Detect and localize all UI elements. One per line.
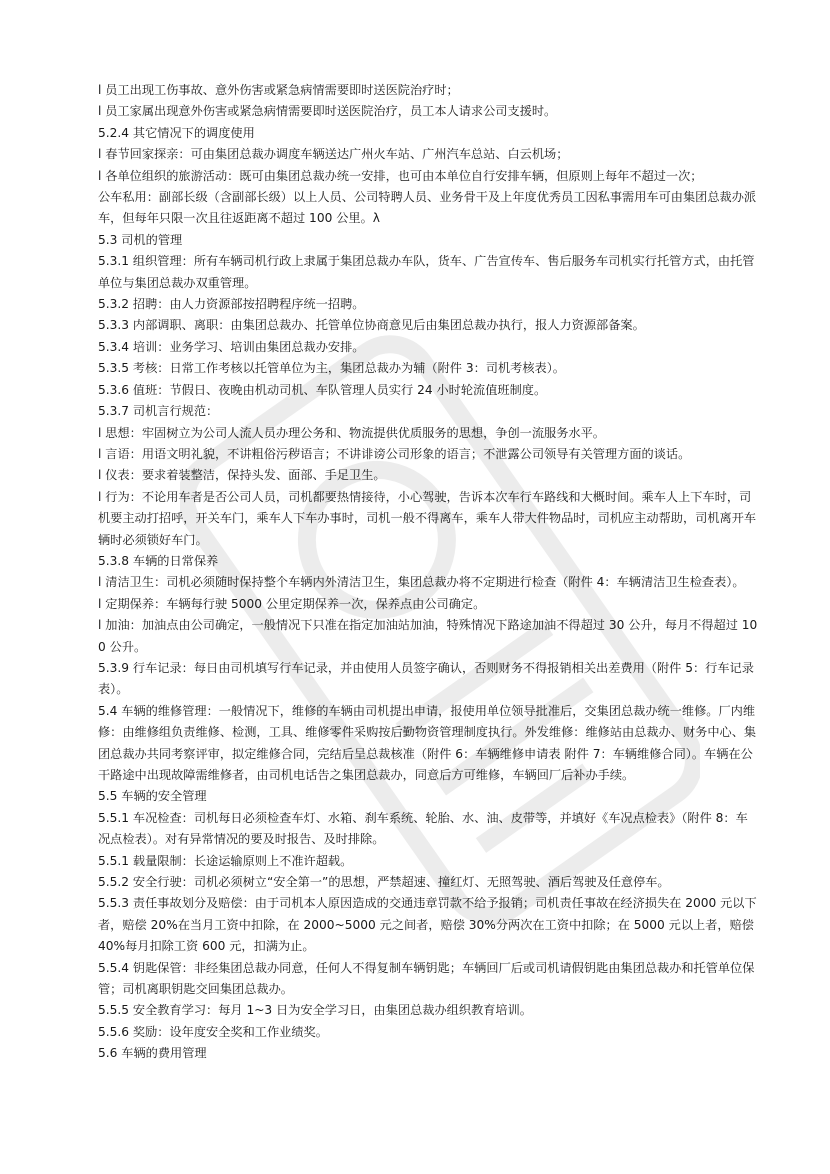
text-line: l 仪表：要求着装整洁，保持头发、面部、手足卫生。 [98, 468, 386, 483]
text-line: l 定期保养：车辆每行驶 5000 公里定期保养一次，保养点由公司确定。 [98, 596, 486, 611]
text-line: l 员工家属出现意外伤害或紧急病情需要即时送医院治疗，员工本人请求公司支援时。 [98, 104, 557, 119]
text-line: 5.3.1 组织管理：所有车辆司机行政上隶属于集团总裁办车队，货车、广告宣传车、售后服务车司机实行托管方式，由托管单位与集团总裁办双重管理。 [98, 254, 755, 290]
text-line: 5.3.2 招聘：由人力资源部按招聘程序统一招聘。 [98, 297, 365, 312]
text-line: l 加油：加油点由公司确定，一般情况下只准在指定加油站加油，特殊情况下路途加油不得超过 30 公升，每月不得超过 100 公升。 [98, 618, 758, 654]
text-line: 5.5.1 车况检查：司机每日必须检查车灯、水箱、刹车系统、轮胎、水、油、皮带等，并填好《车况点检表》（附件 8：车况点检表）。对有异常情况的要及时报告、及时排除。 [98, 810, 748, 847]
section-heading: 5.5 车辆的安全管理 [98, 789, 207, 804]
section-heading: 5.6 车辆的费用管理 [98, 1046, 207, 1061]
section-heading: 5.2.4 其它情况下的调度使用 [98, 125, 255, 140]
text-line: 5.4 车辆的维修管理：一般情况下，维修的车辆由司机提出申请，报使用单位领导批准后，交集团总裁办统一维修。厂内维修：由维修组负责维修、检测，工具、维修零件采购按后勤物资管理制度执行。外发维修：维修站由总裁办、财务中心、集团总裁办共同考察评审，拟定维修合同，完结后呈总裁核准（附件 6：车辆维修申请表 附件 7：车辆维修合同）。车辆在公干路途中出现故障需维修者，由司机电话告之集团总裁办，同意后方可维修，车辆回厂后补办手续。 [98, 703, 757, 782]
text-line: 5.3.3 内部调职、离职：由集团总裁办、托管单位协商意见后由集团总裁办执行，报人力资源部备案。 [98, 318, 645, 333]
text-line: 5.5.6 奖励：设年度安全奖和工作业绩奖。 [98, 1024, 328, 1039]
section-heading: 5.3.8 车辆的日常保养 [98, 553, 219, 568]
text-line: 5.3.9 行车记录：每日由司机填写行车记录，并由使用人员签字确认，否则财务不得报销相关出差费用（附件 5：行车记录表）。 [98, 660, 754, 697]
text-line: 5.3.6 值班：节假日、夜晚由机动司机、车队管理人员实行 24 小时轮流值班制度。 [98, 382, 547, 397]
text-line: 5.5.3 责任事故划分及赔偿：由于司机本人原因造成的交通违章罚款不给予报销；司机责任事故在经济损失在 2000 元以下者，赔偿 20%在当月工资中扣除，在 2000~5000 元之间者，赔偿 30%分两次在工资中扣除；在 5000 元以上者，赔偿 40%每月扣除工资 600 元，扣满为止。 [98, 896, 757, 954]
text-line: 5.3.5 考核：日常工作考核以托管单位为主，集团总裁办为辅（附件 3：司机考核表）。 [98, 361, 565, 376]
section-heading: 5.3 司机的管理 [98, 232, 183, 247]
text-line: 5.5.2 安全行驶：司机必须树立“安全第一”的思想，严禁超速、撞红灯、无照驾驶、酒后驾驶及任意停车。 [98, 875, 670, 890]
text-line: 5.5.1 载量限制：长途运输原则上不准许超载。 [98, 853, 353, 868]
text-line: l 员工出现工伤事故、意外伤害或紧急病情需要即时送医院治疗时； [98, 83, 459, 97]
text-line: l 言语：用语文明礼貌，不讲粗俗污秽语言；不讲诽谤公司形象的语言；不泄露公司领导有关管理方面的谈话。 [98, 446, 691, 461]
text-line: l 春节回家探亲：可由集团总裁办调度车辆送达广州火车站、广州汽车总站、白云机场； [98, 147, 569, 162]
text-line: l 清洁卫生：司机必须随时保持整个车辆内外清洁卫生，集团总裁办将不定期进行检查（附件 4：车辆清洁卫生检查表）。 [98, 575, 745, 590]
text-line: 5.5.4 钥匙保管：非经集团总裁办同意，任何人不得复制车辆钥匙；车辆回厂后或司机请假钥匙由集团总裁办和托管单位保管；司机离职钥匙交回集团总裁办。 [98, 960, 755, 997]
text-line: 5.3.4 培训：业务学习、培训由集团总裁办安排。 [98, 339, 365, 354]
text-line: l 各单位组织的旅游活动：既可由集团总裁办统一安排，也可由本单位自行安排车辆，但原则上每年不超过一次； [98, 168, 703, 183]
text-line: 5.5.5 安全教育学习：每月 1~3 日为安全学习日，由集团总裁办组织教育培训。 [98, 1003, 532, 1018]
text-line: 公车私用：副部长级（含副部长级）以上人员、公司特聘人员、业务骨干及上年度优秀员工因私事需用车可由集团总裁办派车，但每年只限一次且往返距离不超过 100 公里。λ [98, 190, 757, 226]
text-line: l 思想：牢固树立为公司人流人员办理公务和、物流提供优质服务的思想，争创一流服务水平。 [98, 425, 605, 440]
section-heading: 5.3.7 司机言行规范： [98, 404, 219, 419]
text-line: l 行为：不论用车者是否公司人员，司机都要热情接待，小心驾驶，告诉本次车行车路线和大概时间。乘车人上下车时，司机要主动打招呼，开关车门，乘车人下车办事时，司机一般不得离车，乘车人带大件物品时，司机应主动帮助，司机离开车辆时必须锁好车门。 [98, 489, 757, 547]
